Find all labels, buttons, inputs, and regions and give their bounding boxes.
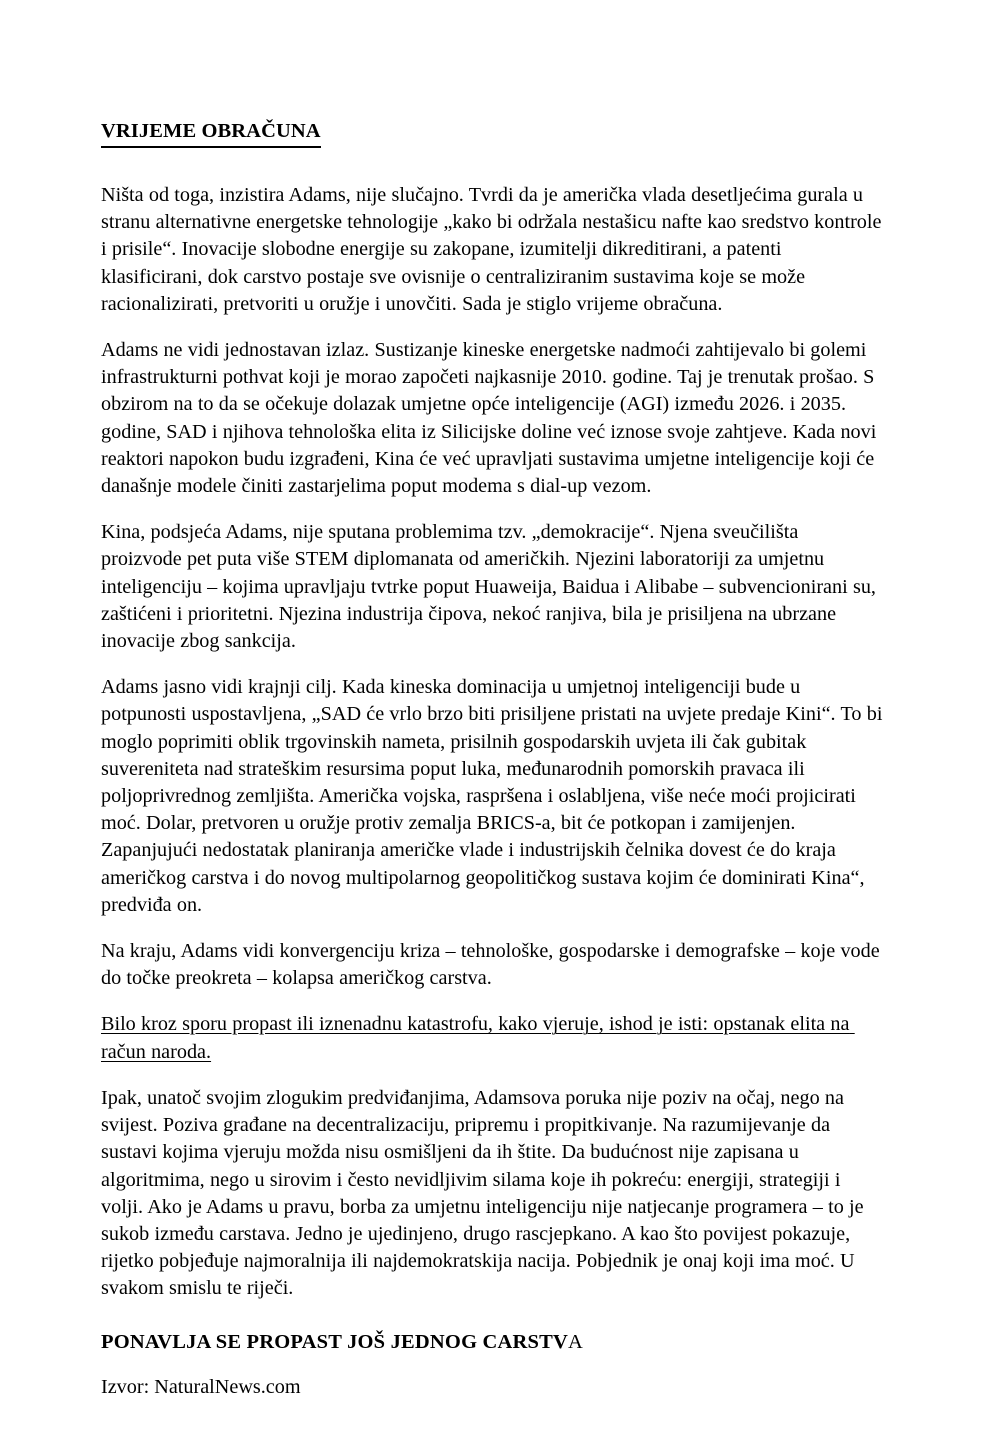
body-paragraph: Kina, podsjeća Adams, nije sputana problemima tzv. „demokracije“. Njena sveučilišta proizvode pet puta više STEM diplomanata od američkih. Njezini laboratoriji za umjetnu inteligenciju – kojima upravljaju tvtrke poput Huaweija, Baidua i Alibabe – subvencionirani su, zaštićeni i prioritetni. Njezina industrija čipova, nekoć ranjiva, bila je prisiljena na ubrzane inovacije zbog sankcija.: [101, 521, 882, 653]
section-heading-trailing-letter: A: [568, 1330, 584, 1353]
body-paragraph: Adams jasno vidi krajnji cilj. Kada kineska dominacija u umjetnoj inteligenciji bude u potpunosti uspostavljena, „SAD će vrlo brzo biti prisiljene pristati na uvjete predaje Kini“. To bi moglo poprimiti oblik trgovinskih nameta, prisilnih gospodarskih uvjeta ili čak gubitak suvereniteta nad strateškim resursima poput luka, međunarodnih pomorskih pravaca ili poljoprivrednog zemljišta. Američka vojska, raspršena i oslabljena, više neće moći projicirati moć. Dolar, pretvoren u oružje protiv zemalja BRICS-a, bit će potkopan i zamijenjen. Zapanjujući nedostatak planiranja američke vlade i industrijskih čelnika dovest će do kraja američkog carstva i do novog multipolarnog geopolitičkog sustava kojim će dominirati Kina“, predviđa on.: [101, 676, 888, 916]
document-content: [101, 118, 888, 1401]
section-heading: [101, 1329, 883, 1356]
section-heading-text: PONAVLJA SE PROPAST JOŠ JEDNOG CARSTV: [101, 1330, 569, 1353]
body-paragraph: Ništa od toga, inzistira Adams, nije slučajno. Tvrdi da je američka vlada desetljećima gurala u stranu alternativne energetske tehnologije „kako bi održala nestašicu nafte kao sredstvo kontrole i prisile“. Inovacije slobodne energije su zakopane, izumitelji dikreditirani, a patenti klasificirani, dok carstvo postaje sve ovisnije o centraliziranim sustavima koje se može racionalizirati, pretvoriti u oružje i unovčiti. Sada je stiglo vrijeme obračuna.: [101, 184, 887, 315]
main-heading-container: [101, 118, 883, 166]
body-paragraph: Na kraju, Adams vidi konvergenciju kriza – tehnološke, gospodarske i demografske – koje vode do točke preokreta – kolapsa američkog carstva.: [101, 940, 885, 990]
body-paragraph-underlined: Bilo kroz sporu propast ili iznenadnu katastrofu, kako vjeruje, ishod je isti: opstanak elita na račun naroda.: [101, 1013, 855, 1063]
body-paragraph: Adams ne vidi jednostavan izlaz. Sustizanje kineske energetske nadmoći zahtijevalo bi golemi infrastrukturni pothvat koji je morao započeti najkasnije 2010. godine. Taj je trenutak prošao. S obzirom na to da se očekuje dolazak umjetne opće inteligencije (AGI) između 2026. i 2035. godine, SAD i njihova tehnološka elita iz Silicijske doline već iznose svoje zahtjeve. Kada novi reaktori napokon budu izgrađeni, Kina će već upravljati sustavima umjetne inteligencije koji će današnje modele činiti zastarjelima poput modema s dial-up vezom.: [101, 339, 885, 498]
source-line: Izvor: NaturalNews.com: [101, 1375, 301, 1398]
page-title: VRIJEME OBRAČUNA: [101, 118, 321, 148]
body-paragraph: Ipak, unatoč svojim zlogukim predviđanjima, Adamsova poruka nije poziv na očaj, nego na svijest. Poziva građane na decentralizaciju, pripremu i propitkivanje. Na razumijevanje da sustavi kojima vjeruju možda nisu osmišljeni da ih štite. Da budućnost nije zapisana u algoritmima, nego u sirovim i često nevidljivim silama koje ih pokreću: energiji, strategiji i volji. Ako je Adams u pravu, borba za umjetnu inteligenciju nije natjecanje programera – to je sukob između carstava. Jedno je ujedinjeno, drugo rascjepkano. A kao što povijest pokazuje, rijetko pobjeđuje najmoralnija ili najdemokratskija nacija. Pobjednik je onaj koji ima moć. U svakom smislu te riječi.: [101, 1086, 869, 1300]
